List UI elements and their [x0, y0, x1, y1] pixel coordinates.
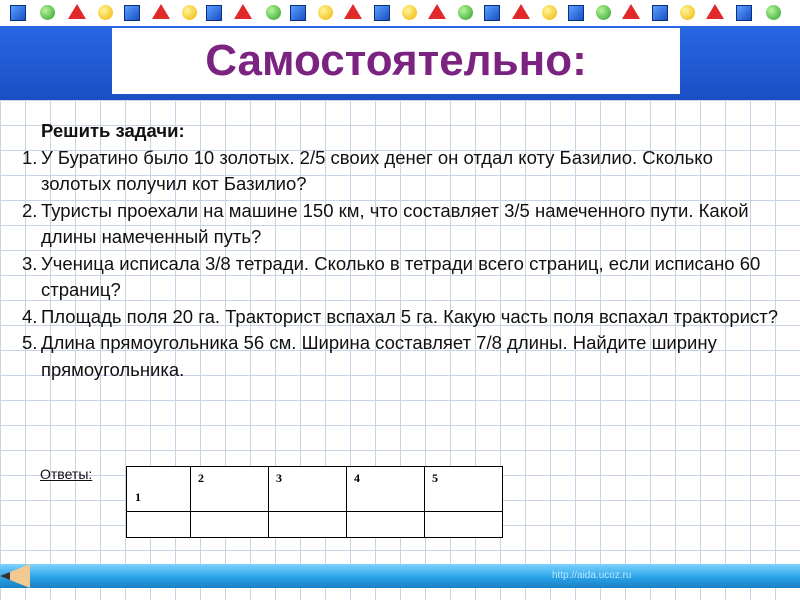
- ball-icon: [542, 5, 557, 20]
- ball-icon: [98, 5, 113, 20]
- task-number: 3.: [22, 252, 38, 274]
- answer-blank-cell[interactable]: [425, 512, 503, 538]
- answer-header-cell: [347, 467, 425, 512]
- task-number: 2.: [22, 199, 38, 221]
- cube-icon: [290, 5, 306, 21]
- answer-column-number: 3: [276, 471, 282, 485]
- triangle-icon: [68, 4, 86, 19]
- triangle-icon: [152, 4, 170, 19]
- ball-icon: [318, 5, 333, 20]
- ball-icon: [680, 5, 695, 20]
- triangle-icon: [622, 4, 640, 19]
- answer-header-cell: [127, 467, 191, 512]
- ball-icon: [182, 5, 197, 20]
- task-text: У Буратино было 10 золотых. 2/5 своих денег он отдал коту Базилио. Сколько золотых получил кот Базилио?: [41, 146, 713, 194]
- answer-blank-cell[interactable]: [347, 512, 425, 538]
- cube-icon: [206, 5, 222, 21]
- answer-column-number: 2: [198, 471, 204, 485]
- answer-blank-cell[interactable]: [191, 512, 269, 538]
- task-text: Туристы проехали на машине 150 км, что составляет 3/5 намеченного пути. Какой длины намеченный путь?: [41, 199, 749, 247]
- cube-icon: [124, 5, 140, 21]
- page-title: Самостоятельно:: [205, 36, 587, 85]
- pencil-decoration: [0, 564, 800, 588]
- answers-label: Ответы:: [40, 466, 93, 482]
- cube-icon: [652, 5, 668, 21]
- task-text: Ученица исписала 3/8 тетради. Сколько в тетради всего страниц, если исписано 60 страниц?: [41, 252, 761, 300]
- watermark: http://aida.ucoz.ru: [552, 570, 632, 581]
- task-item: [22, 198, 782, 251]
- task-number: 1.: [22, 146, 38, 168]
- answer-column-number: 1: [135, 490, 141, 504]
- task-item: [22, 251, 782, 304]
- answer-header-cell: [269, 467, 347, 512]
- task-number: 5.: [22, 332, 38, 353]
- cube-icon: [10, 5, 26, 21]
- triangle-icon: [706, 4, 724, 19]
- task-number: 4.: [22, 305, 38, 327]
- triangle-icon: [512, 4, 530, 19]
- task-item: [22, 304, 782, 331]
- task-heading: Решить задачи:: [41, 120, 185, 141]
- title-panel: [112, 28, 680, 94]
- answer-header-cell: [425, 467, 503, 512]
- answer-blank-cell[interactable]: [127, 512, 191, 538]
- ball-icon: [596, 5, 611, 20]
- answers-header-row: [127, 467, 503, 512]
- ball-icon: [458, 5, 473, 20]
- answer-column-number: 5: [432, 471, 438, 485]
- triangle-icon: [428, 4, 446, 19]
- task-list-section: [22, 118, 782, 383]
- cube-icon: [736, 5, 752, 21]
- answers-table: [126, 466, 503, 538]
- answer-header-cell: [191, 467, 269, 512]
- cube-icon: [374, 5, 390, 21]
- task-text: Площадь поля 20 га. Тракторист вспахал 5 га. Какую часть поля вспахал тракторист?: [41, 305, 779, 327]
- ball-icon: [766, 5, 781, 20]
- triangle-icon: [344, 4, 362, 19]
- pencil-lead-icon: [0, 572, 10, 580]
- top-banner: [0, 0, 800, 100]
- cube-icon: [568, 5, 584, 21]
- decorative-shapes-strip: [0, 0, 800, 26]
- answer-blank-cell[interactable]: [269, 512, 347, 538]
- answers-blank-row: [127, 512, 503, 538]
- task-text: Длина прямоугольника 56 см. Ширина составляет 7/8 длины. Найдите ширину прямоугольника.: [41, 332, 717, 380]
- task-list: [22, 145, 782, 384]
- task-item: [22, 330, 782, 383]
- ball-icon: [266, 5, 281, 20]
- ball-icon: [40, 5, 55, 20]
- task-item: [22, 145, 782, 198]
- answer-column-number: 4: [354, 471, 360, 485]
- cube-icon: [484, 5, 500, 21]
- triangle-icon: [234, 4, 252, 19]
- ball-icon: [402, 5, 417, 20]
